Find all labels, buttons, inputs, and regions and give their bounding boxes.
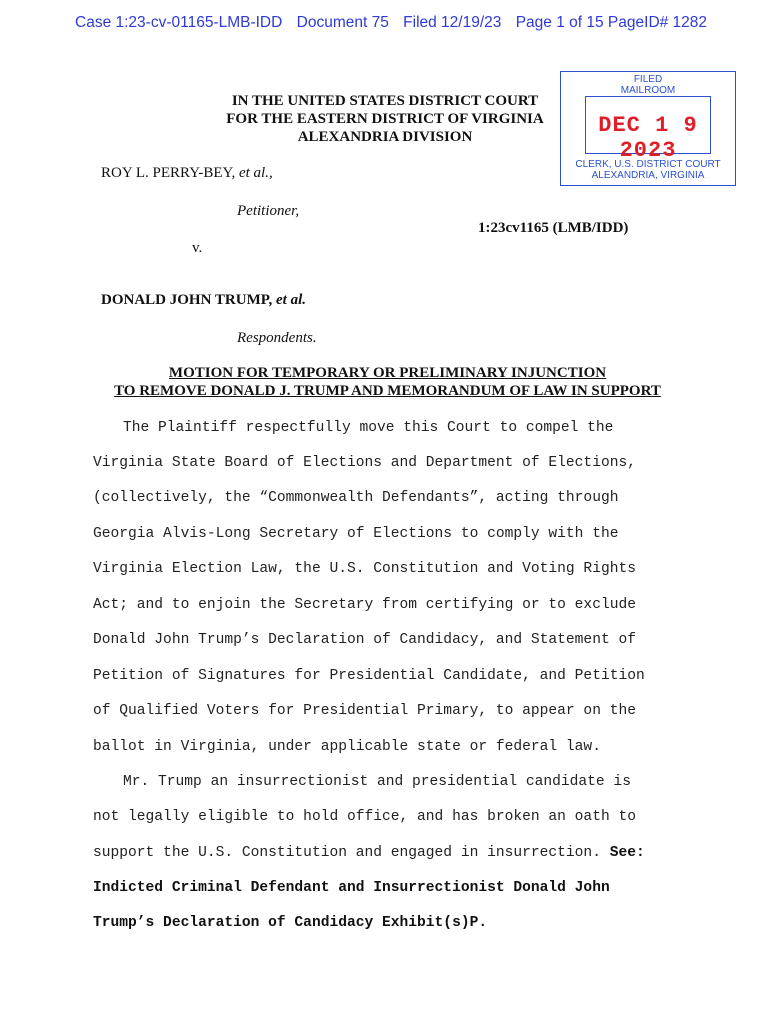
case-number: 1:23cv1165 (LMB/IDD) [478,220,629,236]
petitioner-name-text: ROY L. PERRY-BEY, [101,165,236,181]
stamp-date: DEC 1 9 2023 [598,113,698,163]
petitioner-etal: et al., [238,165,273,181]
body-line: Mr. Trump an insurrectionist and presidential candidate is [123,774,631,790]
petitioner-role: Petitioner, [237,203,300,219]
body-line [93,845,645,861]
stamp-filed: FILED [633,74,663,85]
stamp-clerk [561,159,735,181]
stamp-clerk-line-1: CLERK, U.S. DISTRICT COURT [575,159,721,170]
respondent-role: Respondents. [237,330,317,346]
court-heading [200,92,570,146]
body-line: Virginia Election Law, the U.S. Constitution and Voting Rights [93,561,636,577]
page-info: Page 1 of 15 PageID# 1282 [515,14,708,31]
body-line-bold [93,880,610,896]
body-line: not legally eligible to hold office, and has broken an oath to [93,809,636,825]
filed-stamp [560,71,736,186]
respondent-name [101,292,306,309]
case-number-header: Case 1:23-cv-01165-LMB-IDD [75,14,283,31]
body-line: (collectively, the “Commonwealth Defendants”, acting through [93,490,619,506]
exhibit-reference: Trump’s Declaration of Candidacy Exhibit(s)P. [93,915,488,931]
ecf-header [75,14,717,32]
court-line-2: FOR THE EASTERN DISTRICT OF VIRGINIA [226,111,544,127]
stamp-mailroom: MAILROOM [620,85,676,96]
stamp-clerk-line-2: ALEXANDRIA, VIRGINIA [591,170,705,181]
document-number: Document 75 [296,14,389,31]
court-line-3: ALEXANDRIA DIVISION [297,129,473,145]
filed-date: Filed 12/19/23 [403,14,502,31]
motion-title-line-1: MOTION FOR TEMPORARY OR PRELIMINARY INJUNCTION [168,365,607,381]
body-line: ballot in Virginia, under applicable state or federal law. [93,739,601,755]
see-label: See: [609,845,645,861]
stamp-filed-label [561,74,735,96]
body-line: Act; and to enjoin the Secretary from certifying or to exclude [93,597,636,613]
body-line-bold [93,915,487,931]
stamp-date-box [585,96,711,163]
body-text: support the U.S. Constitution and engaged in insurrection. [93,845,601,861]
body-line: Petition of Signatures for Presidential Candidate, and Petition [93,668,645,684]
body-line: of Qualified Voters for Presidential Primary, to appear on the [93,703,636,719]
petitioner-name [101,165,273,182]
motion-title-line-2: TO REMOVE DONALD J. TRUMP AND MEMORANDUM OF LAW IN SUPPORT [114,383,661,399]
body-line: Georgia Alvis-Long Secretary of Elections to comply with the [93,526,619,542]
body-line: The Plaintiff respectfully move this Court to compel the [123,420,614,436]
body-line: Donald John Trump’s Declaration of Candidacy, and Statement of [93,632,636,648]
court-line-1: IN THE UNITED STATES DISTRICT COURT [231,93,539,109]
versus: v. [192,240,203,256]
respondent-etal: et al. [276,292,307,308]
body-line: Virginia State Board of Elections and Department of Elections, [93,455,636,471]
exhibit-reference: Indicted Criminal Defendant and Insurrectionist Donald John [93,880,610,896]
respondent-name-text: DONALD JOHN TRUMP, [101,292,273,308]
